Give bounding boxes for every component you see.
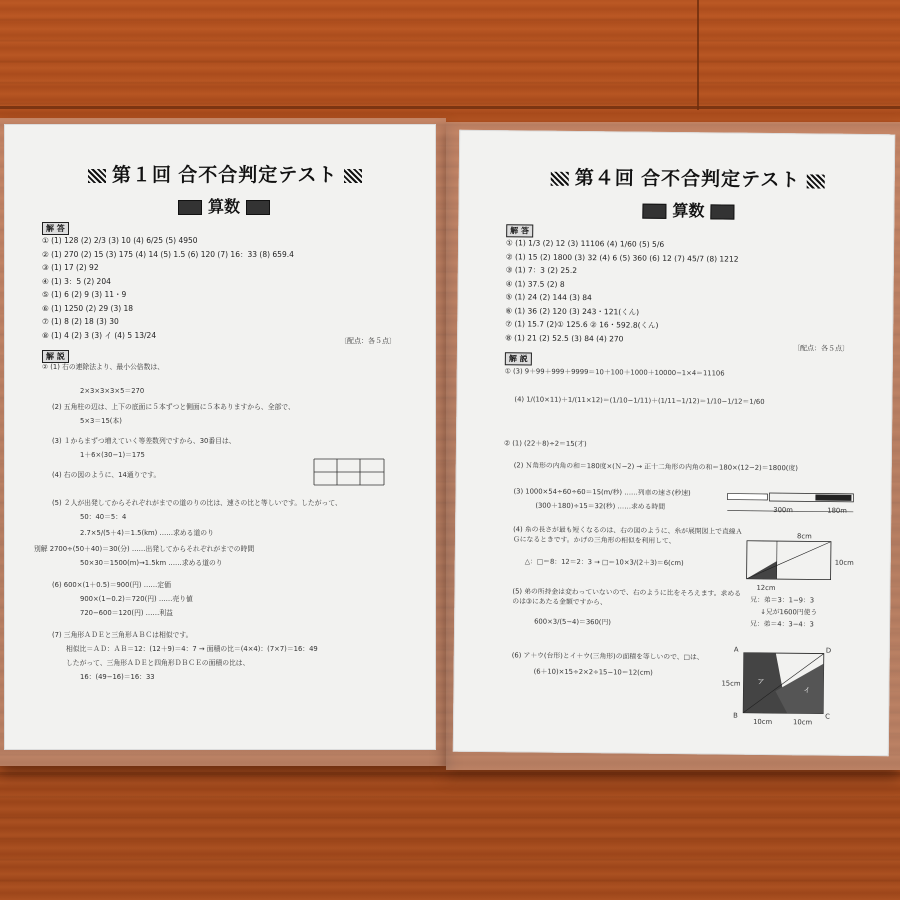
wood-seam [0,106,900,109]
explanation-line: (6＋10)×15÷2×2÷15−10＝12(cm) [533,667,653,677]
explanation-line: ② (1) 右の連除法より、最小公倍数は、 [42,363,164,371]
answer-row: ⑧ (1) 21 (2) 52.5 (3) 84 (4) 270 [505,332,624,343]
explanation-line: 16：(49−16)＝16：33 [80,673,155,681]
point-label: A [733,645,739,654]
sheet-title [545,163,831,193]
answer-row: ⑦ (1) 15.7 (2)① 125.6 ② 16・592.8(くん) [505,319,659,330]
point-label: B [733,711,738,720]
subject-box-icon [178,200,202,215]
subject-box-icon [642,204,666,219]
answer-row: ③ (1) 7：3 (2) 25.2 [505,265,578,275]
ratio-note: ↓兄が1600円使う [760,607,818,617]
explanation-line: (3) 1000×54÷60÷60＝15(m/秒) ……列車の速さ(秒速) [513,487,691,498]
explanation-line: 5×3＝15(本) [80,417,122,425]
sheet-title-text: 第１回 合不合判定テスト [112,165,338,186]
score-note: 〔配点：各５点〕 [792,344,850,353]
net-length-label: 12cm [756,583,776,593]
explanation-line: 600×3/(5−4)＝360(円) [534,617,611,627]
answer-row: ③ (1) 17 (2) 92 [42,263,99,272]
explanation-line: 720−600＝120(円) ……利益 [80,609,173,617]
explanation-line: 2×3×3×3×5＝270 [80,387,145,395]
answer-sheet-left [4,124,436,750]
hatch-decoration [88,169,106,183]
net-length-label: 8cm [796,532,812,541]
trapezoid-length-label: 10cm [793,718,813,727]
trapezoid-length-label: 10cm [753,717,773,727]
explanation-line: (4) 1/(10×11)＋1/(11×12)＝(1/10−1/11)＋(1/11−1/12)＝1/10−1/12＝1/60 [514,395,765,406]
explanation-line: 別解 2700÷(50＋40)＝30(分) ……出発してからそれぞれがまでの時間 [34,545,255,553]
ratio-note: 兄：弟＝3：1−9：3 [750,595,815,605]
hatch-decoration [344,169,362,183]
explanation-line: 1＋6×(30−1)＝175 [80,451,145,459]
explanation-line: 2.7×5/(5＋4)＝1.5(km) ……求める道のり [80,529,214,537]
answer-label: 解 答 [506,224,533,237]
train-length-label: 180m [827,506,847,515]
net-diagram [745,537,835,584]
explanation-line: したがって、三角形ＡＤＥと四角形ＤＢＣＥの面積の比は、 [66,659,250,667]
explanation-line: ① (3) 9＋99＋999＋9999＝10＋100＋1000＋10000−1×4＝11106 [504,367,725,378]
answer-label: 解 答 [42,222,69,235]
explanation-label: 解 説 [505,352,532,365]
subject-heading [636,198,740,222]
explanation-line: (2) Ｎ角形の内角の和＝180度×(Ｎ−2) → 正十二角形の内角の和＝180×(12−2)＝1800(度) [513,461,798,473]
explanation-line: (5) ２人が出発してからそれぞれがまでの道のりの比は、速さの比と等しいです。したがって、 [52,499,342,507]
explanation-line: (7) 三角形ＡＤＥと三角形ＡＢＣは相似です。 [52,631,193,639]
explanation-line: 相似比＝ＡＤ：ＡＢ＝12：(12＋9)＝4：7 → 面積の比＝(4×4)：(7×7)＝16：49 [66,645,318,653]
answer-row: ⑦ (1) 8 (2) 18 (3) 30 [42,317,119,326]
answer-row: ⑧ (1) 4 (2) 3 (3) イ (4) 5 13/24 [42,330,157,340]
answer-row: ④ (1) 3：5 (2) 204 [42,276,111,286]
answer-row: ⑥ (1) 1250 (2) 29 (3) 18 [42,303,134,313]
subject-box-icon [710,205,734,220]
path-grid-diagram [304,454,394,494]
answer-row: ④ (1) 37.5 (2) 8 [505,278,565,289]
answer-row: ① (1) 128 (2) 2/3 (3) 10 (4) 6/25 (5) 4950 [42,236,198,245]
answer-row: ② (1) 15 (2) 1800 (3) 32 (4) 6 (5) 360 (6) 12 (7) 45/7 (8) 1212 [505,251,739,264]
explanation-line: 50：40＝5：4 [80,513,127,521]
subject-text: 算数 [208,199,241,216]
answer-sheet-right [453,130,895,757]
answer-row: ① (1) 1/3 (2) 12 (3) 11106 (4) 1/60 (5) 5/6 [506,238,665,249]
point-label: C [825,712,830,721]
answer-row: ⑤ (1) 24 (2) 144 (3) 84 [505,292,592,303]
point-label: D [825,646,832,655]
explanation-line: (5) 弟の所持金は変わっていないので、右のように比をそろえます。求めるのは③にあたる金額ですから、 [512,587,742,607]
sheet-title-text: 第４回 合不合判定テスト [574,167,801,192]
area-label: イ [803,686,811,695]
explanation-line: (6) 600×(1＋0.5)＝900(円) ……定価 [52,581,171,589]
explanation-line: (4) 糸の長さが最も短くなるのは、右の図のように、糸が展開図上で直線ＡＧになるときです。かげの三角形の相似を利用して、 [512,525,743,546]
explanation-line: (4) 右の図のように、14通りです。 [52,471,161,479]
subject-heading [172,194,276,217]
explanation-line: (3) １からまずつ増えていく等差数列ですから、30番目は、 [52,437,236,445]
wood-seam [697,0,699,110]
explanation-line: ② (1) (22＋8)÷2＝15(才) [503,439,587,449]
hatch-decoration [806,174,824,188]
subject-text: 算数 [672,202,705,221]
answer-row: ⑤ (1) 6 (2) 9 (3) 11・9 [42,290,127,299]
ratio-note: 兄：弟＝4：3−4：3 [750,619,814,629]
train-length-label: 300m [773,506,793,515]
answer-row: ⑥ (1) 36 (2) 120 (3) 243・121(くん) [505,305,640,317]
score-note: 〔配点：各５点〕 [340,337,396,345]
explanation-line: (6) ア＋ウ(台形)とイ＋ウ(三角形)の面積を等しいので、□は、 [511,651,704,662]
answer-list [42,234,294,342]
answer-list [505,236,739,346]
sheet-title [82,160,368,187]
subject-box-icon [246,200,270,215]
explanation-line: △：□＝8：12＝2：3 → □＝10×3/(2＋3)＝6(cm) [524,557,684,568]
explanation-label: 解 説 [42,350,69,363]
trapezoid-diagram [739,651,830,718]
answer-row: ② (1) 270 (2) 15 (3) 175 (4) 14 (5) 1.5 (6) 120 (7) 16：33 (8) 659.4 [42,249,294,259]
explanation-line: 900×(1−0.2)＝720(円) ……売り値 [80,595,193,603]
explanation-line: (300＋180)÷15＝32(秒) ……求める時間 [535,501,666,511]
net-length-label: 10cm [834,558,854,567]
explanation-line: (2) 五角柱の辺は、上下の底面に５本ずつと側面に５本ありますから、全部で、 [52,403,295,411]
wood-seam [0,772,900,775]
area-label: ア [757,677,765,686]
hatch-decoration [551,172,569,186]
trapezoid-length-label: 15cm [721,679,741,688]
explanation-line: 50×30＝1500(m)→1.5km ……求める道のり [80,559,223,567]
